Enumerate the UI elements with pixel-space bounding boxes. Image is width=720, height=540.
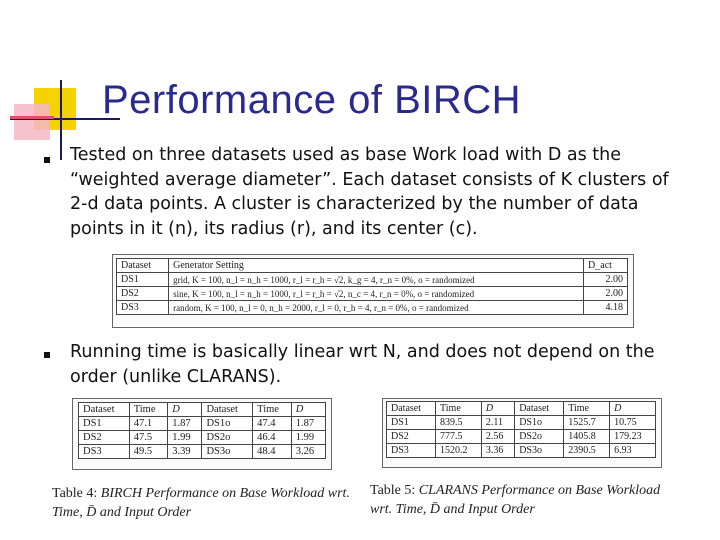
header-cell: Time	[253, 403, 292, 417]
caption-text: BIRCH Performance on Base Workload wrt.	[100, 486, 350, 501]
table-cell: grid, K = 100, n_l = n_h = 1000, r_l = r_h = √2, k_g = 4, r_n = 0%, o = randomized	[169, 273, 584, 287]
table-cell: 46.4	[253, 431, 292, 445]
header-cell: Dataset	[387, 402, 436, 416]
header-cell: D	[168, 403, 202, 417]
dataset-generator-table	[116, 258, 628, 315]
caption-label: Table 4:	[52, 486, 98, 501]
table-row	[117, 287, 628, 301]
table-cell: DS3	[387, 444, 436, 458]
table-cell: 4.18	[584, 301, 628, 315]
table-cell: DS2	[117, 287, 169, 301]
table-row	[117, 301, 628, 315]
table-cell: 1.87	[291, 417, 325, 431]
header-cell: Dataset	[117, 259, 169, 273]
table5-caption	[370, 481, 700, 519]
header-cell: Time	[436, 402, 482, 416]
bullet-line: Running time is basically linear wrt N, and does not depend on the	[70, 342, 655, 362]
table-cell: DS3	[79, 445, 130, 459]
table-cell: DS3o	[202, 445, 253, 459]
table-cell: 2.11	[481, 416, 514, 430]
table-header-row	[79, 403, 326, 417]
table-row	[387, 430, 656, 444]
table-cell: 777.5	[436, 430, 482, 444]
header-cell: D	[481, 402, 514, 416]
table-cell: 3.36	[481, 444, 514, 458]
table-cell: 1.99	[291, 431, 325, 445]
caption-line	[52, 484, 372, 503]
clarans-performance-table	[386, 401, 656, 458]
birch-performance-table	[78, 402, 326, 459]
table-cell: 1.87	[168, 417, 202, 431]
bullet-marker-2	[44, 352, 50, 358]
table-cell: 2.00	[584, 287, 628, 301]
bullet-line: order (unlike CLARANS).	[70, 366, 282, 387]
table4-caption	[52, 484, 372, 522]
table-cell: 1405.8	[564, 430, 610, 444]
caption-text: CLARANS Performance on Base Workload	[418, 483, 661, 498]
table-cell: 3.26	[291, 445, 325, 459]
table-cell: DS1o	[515, 416, 564, 430]
ornament-pink-square	[14, 104, 50, 140]
caption-line	[370, 481, 700, 500]
table-cell: DS2	[387, 430, 436, 444]
table-cell: 1520.2	[436, 444, 482, 458]
table-cell: 839.5	[436, 416, 482, 430]
header-cell: Dataset	[515, 402, 564, 416]
caption-label: Table 5:	[370, 483, 416, 498]
table-cell: DS1	[117, 273, 169, 287]
table-cell: DS1	[387, 416, 436, 430]
header-cell: D	[291, 403, 325, 417]
bullet-text-2	[70, 340, 710, 389]
bullet-line: points in it (n), its radius (r), and its center (c).	[70, 218, 478, 239]
header-cell: Time	[129, 403, 168, 417]
table-cell: 2.00	[584, 273, 628, 287]
table-cell: sine, K = 100, n_l = n_h = 1000, r_l = r_h = √2, n_c = 4, r_n = 0%, o = randomized	[169, 287, 584, 301]
table-cell: DS2	[79, 431, 130, 445]
table-cell: 179.23	[610, 430, 656, 444]
table-cell: DS3	[117, 301, 169, 315]
ornament-vertical-line	[60, 80, 62, 160]
bullet-marker-1	[44, 157, 50, 163]
caption-line: Time, D̄ and Input Order	[52, 505, 192, 520]
bullet-line: 2-d data points. A cluster is characterized by the number of data	[70, 194, 639, 214]
table-cell: DS2o	[515, 430, 564, 444]
table-row	[79, 417, 326, 431]
table-cell: 2.56	[481, 430, 514, 444]
table-row	[117, 273, 628, 287]
table-cell: 47.4	[253, 417, 292, 431]
bullet-line: Tested on three datasets used as base Work load with D as the	[70, 145, 621, 165]
table-cell: 47.5	[129, 431, 168, 445]
table-cell: 47.1	[129, 417, 168, 431]
table-row	[79, 445, 326, 459]
table-cell: 10.75	[610, 416, 656, 430]
table-cell: DS2o	[202, 431, 253, 445]
header-cell: Generator Setting	[169, 259, 584, 273]
header-cell: Time	[564, 402, 610, 416]
table-cell: 49.5	[129, 445, 168, 459]
header-cell: Dataset	[202, 403, 253, 417]
header-cell: Dataset	[79, 403, 130, 417]
table-cell: DS1	[79, 417, 130, 431]
header-cell: D_act	[584, 259, 628, 273]
table-cell: 1525.7	[564, 416, 610, 430]
table-cell: DS3o	[515, 444, 564, 458]
ornament-red-accent	[10, 116, 54, 119]
table-header-row	[117, 259, 628, 273]
bullet-line: “weighted average diameter”. Each dataset consists of K clusters of	[70, 169, 669, 190]
header-cell: D	[610, 402, 656, 416]
table-cell: 1.99	[168, 431, 202, 445]
table-cell: 48.4	[253, 445, 292, 459]
table-row	[387, 444, 656, 458]
slide-title: Performance of BIRCH	[102, 78, 522, 122]
table-cell: DS1o	[202, 417, 253, 431]
bullet-text-1	[70, 143, 710, 241]
table-row	[387, 416, 656, 430]
table-cell: 3.39	[168, 445, 202, 459]
table-cell: random, K = 100, n_l = 0, n_h = 2000, r_l = 0, r_h = 4, r_n = 0%, o = randomized	[169, 301, 584, 315]
table-row	[79, 431, 326, 445]
table-cell: 6.93	[610, 444, 656, 458]
table-header-row	[387, 402, 656, 416]
caption-line: wrt. Time, D̄ and Input Order	[370, 502, 535, 517]
table-cell: 2390.5	[564, 444, 610, 458]
